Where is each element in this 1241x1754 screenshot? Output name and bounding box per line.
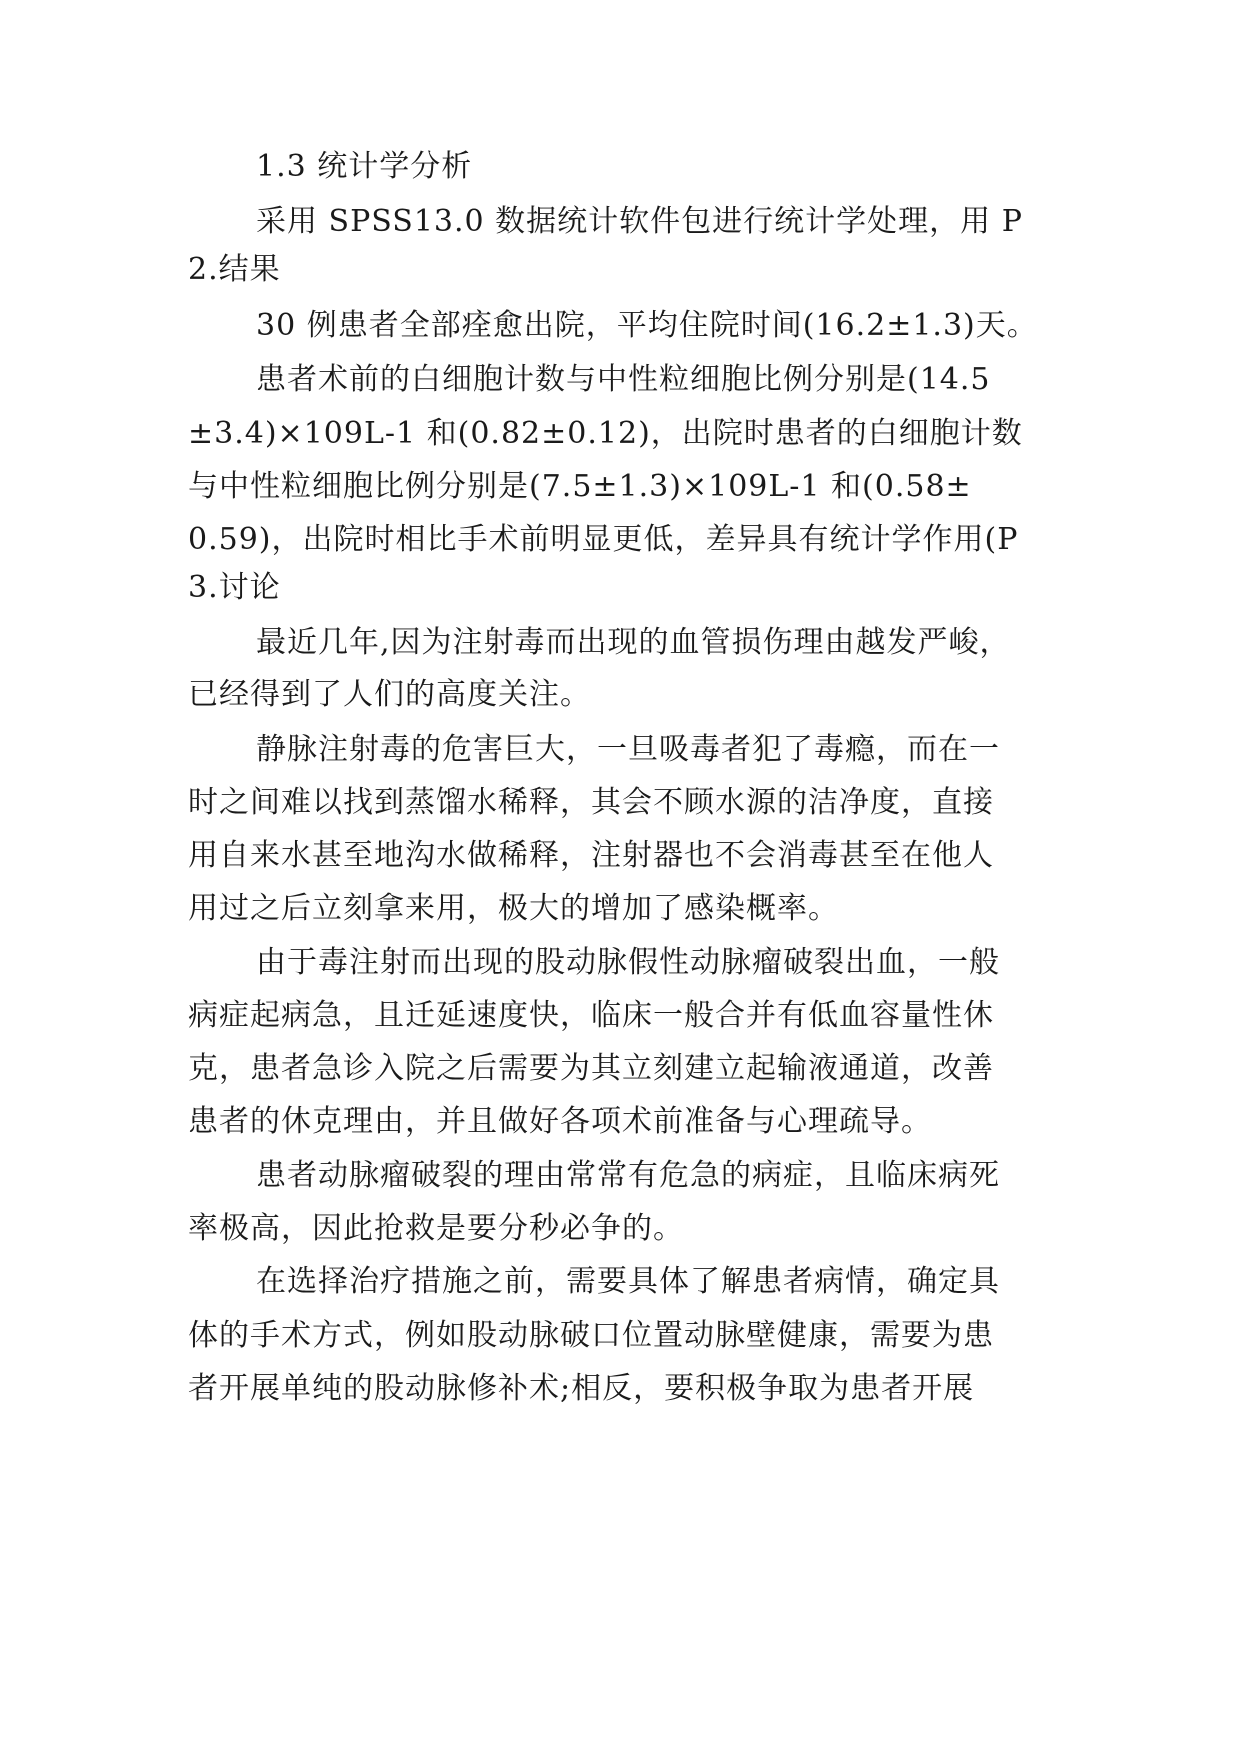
paragraph-line: 静脉注射毒的危害巨大，一旦吸毒者犯了毒瘾，而在一 xyxy=(256,732,1000,767)
paragraph-line: 患者的休克理由，并且做好各项术前准备与心理疏导。 xyxy=(188,1104,932,1139)
paragraph-line: 用过之后立刻拿来用，极大的增加了感染概率。 xyxy=(188,891,839,926)
paragraph-line: 克，患者急诊入院之后需要为其立刻建立起输液通道，改善 xyxy=(188,1051,994,1086)
paragraph-line: 率极高，因此抢救是要分秒必争的。 xyxy=(188,1211,684,1246)
paragraph-line: 采用 SPSS13.0 数据统计软件包进行统计学处理，用 P xyxy=(256,204,1023,239)
section-heading-results: 2.结果 xyxy=(188,252,281,287)
paragraph-line: 0.59)，出院时相比手术前明显更低，差异具有统计学作用(P xyxy=(188,522,1019,557)
paragraph-line: 与中性粒细胞比例分别是(7.5±1.3)×109L-1 和(0.58± xyxy=(188,469,972,504)
paragraph-line: 用自来水甚至地沟水做稀释，注射器也不会消毒甚至在他人 xyxy=(188,838,994,873)
paragraph-line: 由于毒注射而出现的股动脉假性动脉瘤破裂出血，一般 xyxy=(256,945,1000,980)
paragraph-line: 时之间难以找到蒸馏水稀释，其会不顾水源的洁净度，直接 xyxy=(188,785,994,820)
section-heading-statistics: 1.3 统计学分析 xyxy=(256,149,473,184)
paragraph-line: 病症起病急，且迁延速度快，临床一般合并有低血容量性休 xyxy=(188,998,994,1033)
paragraph-line: 体的手术方式，例如股动脉破口位置动脉壁健康，需要为患 xyxy=(188,1318,994,1353)
paragraph-line: 最近几年,因为注射毒而出现的血管损伤理由越发严峻， xyxy=(256,625,1011,660)
paragraph-line: 30 例患者全部痊愈出院，平均住院时间(16.2±1.3)天。 xyxy=(256,308,1038,343)
paragraph-line: 已经得到了人们的高度关注。 xyxy=(188,677,591,712)
paragraph-line: 在选择治疗措施之前，需要具体了解患者病情，确定具 xyxy=(256,1264,1000,1299)
paragraph-line: 患者术前的白细胞计数与中性粒细胞比例分别是(14.5 xyxy=(256,362,991,397)
paragraph-line: 者开展单纯的股动脉修补术;相反，要积极争取为患者开展 xyxy=(188,1371,975,1406)
paragraph-line: ±3.4)×109L-1 和(0.82±0.12)，出院时患者的白细胞计数 xyxy=(188,416,1023,451)
section-heading-discussion: 3.讨论 xyxy=(188,570,281,605)
paragraph-line: 患者动脉瘤破裂的理由常常有危急的病症，且临床病死 xyxy=(256,1158,1000,1193)
